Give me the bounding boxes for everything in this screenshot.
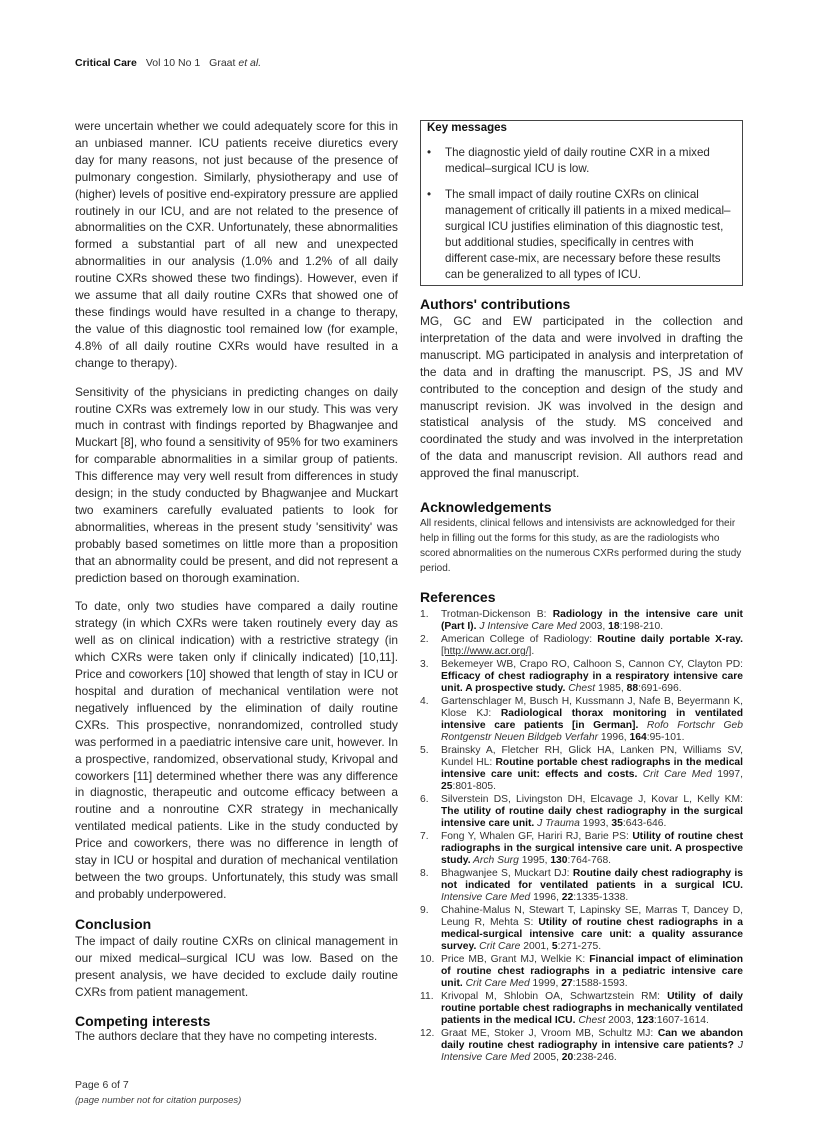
reference-number: 9. bbox=[420, 905, 429, 917]
page-footer bbox=[75, 1062, 398, 1108]
reference-item bbox=[420, 868, 743, 904]
left-column bbox=[75, 118, 398, 1108]
reference-journal: Rofo Fortschr Geb Rontgenstr Neuen Bildgeb Verfahr bbox=[441, 720, 744, 744]
reference-volume: 88 bbox=[626, 683, 639, 695]
reference-number: 6. bbox=[420, 794, 429, 806]
reference-volume: 130 bbox=[550, 855, 568, 867]
reference-pages: :1607-1614. bbox=[653, 1015, 709, 1027]
reference-item bbox=[420, 634, 743, 658]
reference-pages: :95-101. bbox=[646, 732, 685, 744]
reference-item bbox=[420, 696, 743, 744]
bullet-icon: • bbox=[427, 146, 432, 159]
reference-number: 3. bbox=[420, 659, 429, 671]
reference-authors: Fong Y, Whalen GF, Hariri RJ, Barie PS: bbox=[441, 831, 633, 843]
key-message-item bbox=[427, 145, 736, 177]
reference-authors: Trotman-Dickenson B: bbox=[441, 609, 553, 621]
reference-item bbox=[420, 831, 743, 867]
reference-item bbox=[420, 609, 743, 633]
key-message-text: The diagnostic yield of daily routine CXR in a mixed medical–surgical ICU is low. bbox=[445, 146, 710, 175]
reference-year: 1993, bbox=[579, 818, 612, 830]
reference-authors: Gartenschlager M, Busch H, Kussmann J, Nafe B, Beyermann K, Klose KJ: bbox=[441, 696, 743, 720]
reference-title: Radiology in the intensive care unit (Part I). bbox=[441, 609, 743, 633]
reference-volume: 164 bbox=[629, 732, 647, 744]
journal-name: Critical Care bbox=[75, 57, 137, 69]
reference-title: Can we abandon daily routine chest radiography in intensive care patients? bbox=[441, 1028, 743, 1052]
reference-volume: 18 bbox=[608, 621, 620, 633]
authors-contributions-heading: Authors' contributions bbox=[420, 296, 571, 312]
reference-item bbox=[420, 1028, 743, 1064]
reference-journal: Chest bbox=[565, 683, 596, 695]
reference-pages: :801-805. bbox=[452, 781, 496, 793]
body-paragraph: Sensitivity of the physicians in predicting changes on daily routine CXRs was extremely low in our study. This was very much in contrast with findings reported by Bhagwanjee and Muckart [8], who found a sensitivity of 95% for two examiners for comparable abnormalities in a similar group of patients. This difference may very well result from differences in study design; in the study conducted by Bhagwanjee and Muckart two examiners carefully evaluated patients to look for abnormalities, whereas in the present study 'sensitivity' was probably based sometimes on little more than a proposition that an abnormality could be present, and did not represent a prediction based on thorough examination. bbox=[75, 384, 398, 585]
reference-pages: :764-768. bbox=[567, 855, 612, 867]
reference-volume: 35 bbox=[611, 818, 623, 830]
reference-number: 7. bbox=[420, 831, 429, 843]
bullet-icon: • bbox=[427, 188, 432, 201]
reference-number: 11. bbox=[420, 991, 434, 1003]
reference-journal: Crit Care Med bbox=[462, 978, 530, 990]
reference-number: 12. bbox=[420, 1028, 435, 1040]
competing-interests-heading: Competing interests bbox=[75, 1013, 211, 1030]
key-message-item bbox=[427, 187, 736, 283]
conclusion-heading: Conclusion bbox=[75, 915, 152, 932]
reference-volume: 5 bbox=[551, 941, 558, 953]
reference-pages: :1588-1593. bbox=[572, 978, 628, 990]
reference-authors: Brainsky A, Fletcher RH, Glick HA, Lanken PN, Williams SV, Kundel HL: bbox=[441, 745, 743, 769]
reference-journal: Crit Care Med bbox=[637, 769, 712, 781]
reference-item bbox=[420, 794, 743, 830]
reference-authors: Graat ME, Stoker J, Vroom MB, Schultz MJ: bbox=[441, 1028, 658, 1040]
reference-journal: J Intensive Care Med bbox=[476, 621, 577, 633]
reference-year: 1997, bbox=[711, 769, 743, 781]
reference-item bbox=[420, 905, 743, 953]
reference-title: Routine portable chest radiographs in the medical intensive care unit: effects and costs. bbox=[441, 757, 744, 781]
reference-item bbox=[420, 659, 743, 695]
body-paragraph: were uncertain whether we could adequately score for this in an unbiased manner. ICU patients receive diuretics every day for many reasons, not just because of the presence of pulmonary congestion. Similarly, physiotherapy and use of (higher) levels of positive end-expiratory pressure are applied routinely in our ICU, and are not related to the presence of abnormalities on the CXR. Unfortunately, these abnormalities formed a substantial part of all new and unexpected abnormalities in our analysis (1.0% and 1.2% of all daily routine CXRs showed these two findings). However, even if we assume that all daily routine CXRs that showed one of these findings would have resulted in a change to therapy, the value of this diagnostic tool remained low (for example, 4.8% of all daily routine CXRs would have resulted in a change to therapy). bbox=[75, 119, 398, 370]
reference-volume: 123 bbox=[636, 1015, 654, 1027]
reference-year: 2003, bbox=[605, 1015, 637, 1027]
reference-number: 4. bbox=[420, 696, 429, 708]
page-note: (page number not for citation purposes) bbox=[75, 1095, 242, 1106]
reference-journal: Crit Care bbox=[476, 941, 521, 953]
acknowledgements-heading: Acknowledgements bbox=[420, 499, 552, 516]
reference-year: 2001, bbox=[520, 941, 552, 953]
reference-title: Efficacy of chest radiography in a respiratory intensive care unit. A prospective study. bbox=[441, 671, 743, 695]
reference-number: 10. bbox=[420, 954, 435, 966]
key-messages-box bbox=[420, 120, 743, 286]
reference-year: 2003, bbox=[576, 621, 609, 633]
references-heading: References bbox=[420, 589, 496, 606]
reference-link[interactable]: [http://www.acr.org/] bbox=[441, 646, 532, 658]
reference-pages: :238-246. bbox=[573, 1052, 617, 1064]
key-message-text: The small impact of daily routine CXRs on clinical management of critically ill patients in a mixed medical–surgical ICU justifies elimination of this diagnostic test, but additional studies, specifically in centres with different case-mix, are necessary before these results can be generalized to all types of ICU. bbox=[445, 188, 731, 281]
reference-year: 1996, bbox=[530, 892, 562, 904]
reference-volume: 25 bbox=[441, 781, 453, 793]
reference-journal: Arch Surg bbox=[470, 855, 519, 867]
journal-volume: Vol 10 No 1 bbox=[145, 57, 201, 69]
reference-title: Financial impact of elimination of routine chest radiographs in a pediatric intensive care unit. bbox=[441, 954, 743, 990]
reference-title: Utility of routine chest radiographs in a medical-surgical intensive care unit: a quality assurance survey. bbox=[441, 917, 743, 953]
reference-pages: :643-646. bbox=[622, 818, 667, 830]
right-column bbox=[420, 118, 743, 1065]
reference-authors: Krivopal M, Shlobin OA, Schwartzstein RM: bbox=[441, 991, 668, 1003]
reference-journal: J Trauma bbox=[534, 818, 580, 830]
reference-title: Utility of daily routine portable chest radiographs in mechanically ventilated patients in the medical ICU. bbox=[441, 991, 743, 1027]
reference-item bbox=[420, 745, 743, 793]
reference-year: 1999, bbox=[529, 978, 562, 990]
body-paragraph: To date, only two studies have compared a daily routine strategy (in which CXRs were taken routinely every day as well as on clinical indication) with a restrictive strategy (in which CXRs were taken only if clinically indicated) [10,11]. Price and coworkers [10] showed that length of stay in ICU or hospital and duration of mechanical ventilation were not negatively influenced by the elimination of daily routine CXRs. This prospective, nonrandomized, controlled study was performed in a paediatric intensive care unit, however. In a prospective, randomized, observational study, Krivopal and coworkers [11] determined whether there was any difference in diagnostic, therapeutic and outcome efficacy between a routine and a nonroutine CXR strategy in mechanically ventilated medical patients. Like in the study conducted by Price and coworkers, there was no difference in length of stay in ICU or hospital and duration of mechanical ventilation between the two groups. Unfortunately, this study was small and probably underpowered. bbox=[75, 599, 398, 901]
reference-title: Radiological thorax monitoring in ventilated intensive care patients [in German]. bbox=[441, 708, 744, 732]
reference-authors: Silverstein DS, Livingston DH, Elcavage J, Kovar L, Kelly KM: bbox=[441, 794, 743, 806]
running-header bbox=[75, 57, 261, 69]
reference-pages: :198-210. bbox=[619, 621, 664, 633]
reference-item bbox=[420, 954, 743, 990]
acknowledgements-text: All residents, clinical fellows and intensivists are acknowledged for their help in filling out the forms for this study, as are the radiologists who scored abnormalities on the numerous CXRs performed during the study period. bbox=[420, 518, 742, 575]
reference-number: 2. bbox=[420, 634, 429, 646]
authors-contributions-text: MG, GC and EW participated in the collection and interpretation of the data and were involved in drafting the manuscript. MG participated in analysis and interpretation of the data and in drafting the manuscript. PS, JS and MV contributed to the conception and design of the study and manuscript revision. JK was involved in the design and statistical analysis of the study. MS conceived and coordinated the study and was involved in the interpretation of the data and manuscript revision. All authors read and approved the final manuscript. bbox=[420, 314, 743, 481]
reference-title: Utility of routine chest radiographs in the surgical intensive care unit. A prospective study. bbox=[441, 831, 743, 867]
reference-year: 2005, bbox=[530, 1052, 562, 1064]
reference-title: Routine daily portable X-ray. bbox=[597, 634, 744, 646]
conclusion-text: The impact of daily routine CXRs on clinical management in our mixed medical–surgical ICU was low. Based on the present analysis, we have decided to exclude daily routine CXRs from patient management. bbox=[75, 933, 398, 999]
reference-authors: Bhagwanjee S, Muckart DJ: bbox=[441, 868, 573, 880]
reference-journal: Chest bbox=[575, 1015, 606, 1027]
reference-journal: J Intensive Care Med bbox=[441, 1040, 744, 1064]
reference-pages: :271-275. bbox=[557, 941, 602, 953]
reference-journal: Intensive Care Med bbox=[441, 892, 531, 904]
reference-authors: Price MB, Grant MJ, Welkie K: bbox=[441, 954, 590, 966]
reference-punctuation: . bbox=[531, 646, 535, 658]
reference-number: 1. bbox=[420, 609, 429, 621]
reference-item bbox=[420, 991, 743, 1027]
reference-year: 1995, bbox=[518, 855, 551, 867]
reference-year: 1996, bbox=[598, 732, 630, 744]
reference-title: Routine daily chest radiography is not indicated for ventilated patients in a surgical ICU. bbox=[441, 868, 743, 892]
header-author: Graat bbox=[209, 57, 236, 69]
header-etal: et al. bbox=[238, 57, 262, 69]
reference-authors: American College of Radiology: bbox=[441, 634, 598, 646]
reference-volume: 20 bbox=[561, 1052, 574, 1064]
reference-pages: :1335-1338. bbox=[573, 892, 629, 904]
reference-title: The utility of routine daily chest radiography in the surgical intensive care unit. bbox=[441, 806, 743, 830]
reference-volume: 27 bbox=[561, 978, 573, 990]
reference-number: 5. bbox=[420, 745, 429, 757]
reference-year: 1985, bbox=[595, 683, 627, 695]
reference-authors: Chahine-Malus N, Stewart T, Lapinsky SE, Marras T, Dancey D, Leung R, Mehta S: bbox=[441, 905, 743, 929]
references-list bbox=[420, 609, 743, 1064]
reference-volume: 22 bbox=[561, 892, 574, 904]
key-messages-heading: Key messages bbox=[427, 122, 507, 134]
reference-number: 8. bbox=[420, 868, 429, 880]
competing-interests-text: The authors declare that they have no competing interests. bbox=[75, 1030, 378, 1044]
reference-pages: :691-696. bbox=[638, 683, 682, 695]
page-number: Page 6 of 7 bbox=[75, 1079, 129, 1091]
reference-authors: Bekemeyer WB, Crapo RO, Calhoon S, Cannon CY, Clayton PD: bbox=[441, 659, 743, 671]
